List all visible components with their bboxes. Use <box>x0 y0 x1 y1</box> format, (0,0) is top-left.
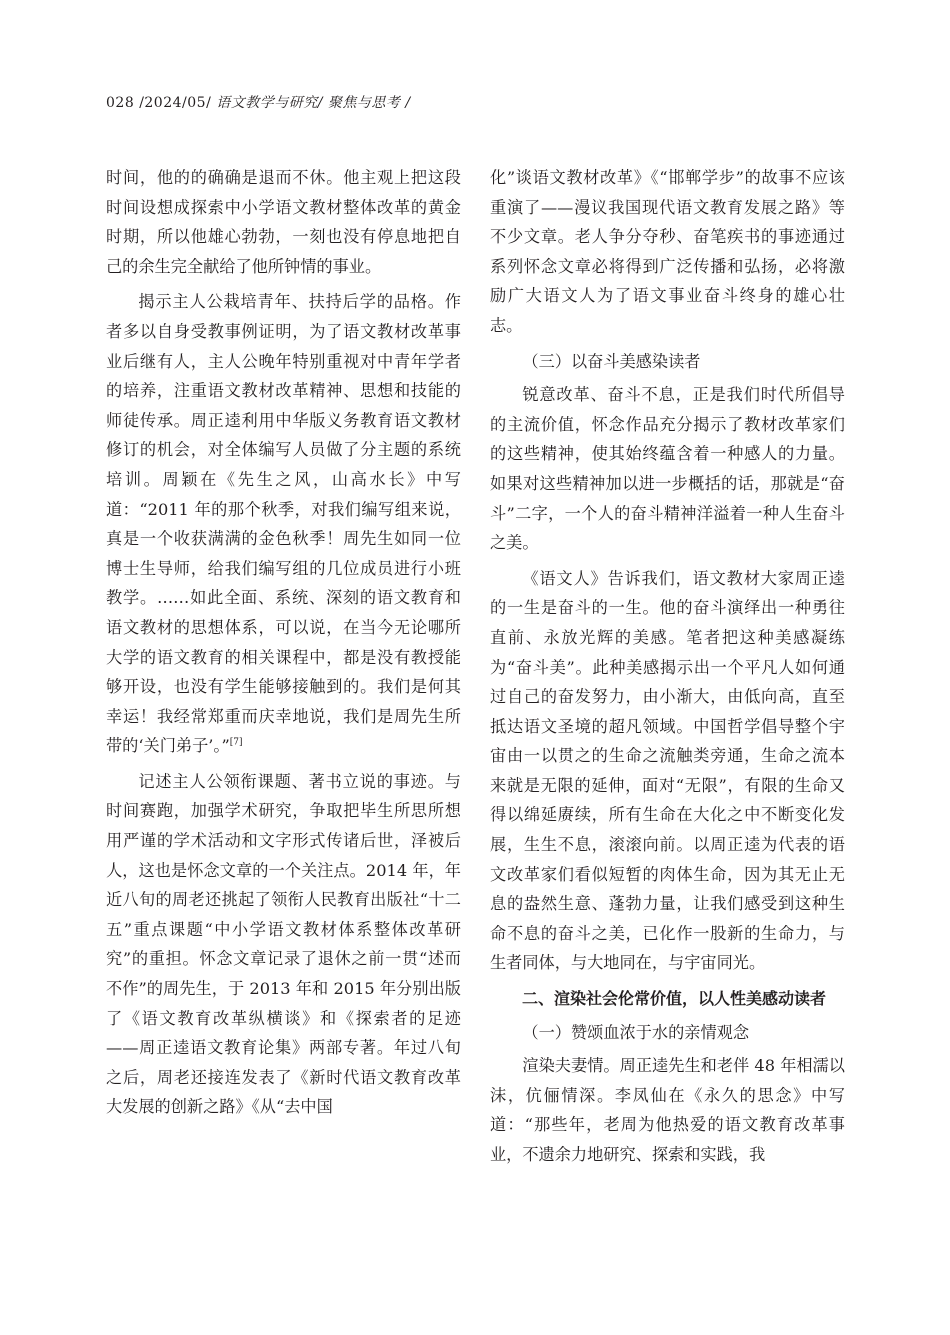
page-number: 028 <box>106 95 135 111</box>
section-heading: 二、渲染社会伦常价值，以人性美感动读者 <box>522 989 827 1009</box>
running-header <box>106 92 411 112</box>
paragraph: 化”谈语文教材改革》《“邯郸学步”的故事不应该重演了——漫议我国现代语文教育发展之路》等不少文章。老人争分夺秒、奋笔疾书的事迹通过系列怀念文章必将得到广泛传播和弘扬，必将激励广大语文人为了语文事业奋斗终身的雄心壮志。 <box>490 168 845 335</box>
subsection-title: （一）赞颂血浓于水的亲情观念 <box>522 1022 750 1042</box>
paragraph: 锐意改革、奋斗不息，正是我们时代所倡导的主流价值，怀念作品充分揭示了教材改革家们的这些精神，使其始终蕴含着一种感人的力量。如果对这些精神加以进一步概括的话，那就是“奋斗”二字，一个人的奋斗精神洋溢着一种人生奋斗之美。 <box>490 385 845 553</box>
citation-ref: [7] <box>229 737 243 748</box>
paragraph <box>106 287 461 761</box>
section-name: / 聚焦与思考 / <box>317 95 411 111</box>
issue-date: /2024/05/ <box>139 95 212 111</box>
paragraph: 时间，他的的确确是退而不休。他主观上把这段时间设想成探索中小学语文教材整体改革的黄金时期，所以他雄心勃勃，一刻也没有停息地把自己的余生完全献给了他所钟情的事业。 <box>106 168 461 276</box>
left-column <box>106 163 461 1128</box>
right-column <box>490 163 845 1176</box>
paragraph: 《语文人》告诉我们，语文教材大家周正逵的一生是奋斗的一生。他的奋斗演绎出一种勇往直前、永放光辉的美感。笔者把这种美感凝练为“奋斗美”。此种美感揭示出一个平凡人如何通过自己的奋发努力，由小渐大，由低向高，直至抵达语文圣境的超凡领域。中国哲学倡导整个宇宙由一以贯之的生命之流触类旁通，生命之流本来就是无限的延伸，面对“无限”，有限的生命又得以绵延赓续，所有生命在大化之中不断变化发展，生生不息，滚滚向前。以周正逵为代表的语文改革家们看似短暂的肉体生命，因为其无止无息的盎然生意、蓬勃力量，让我们感受到这种生命不息的奋斗之美，已化作一股新的生命力，与生者同体，与大地同在，与宇宙同光。 <box>490 568 845 973</box>
paragraph-text: 揭示主人公栽培青年、扶持后学的品格。作者多以自身受教事例证明，为了语文教材改革事业后继有人，主人公晚年特别重视对中青年学者的培养，注重语文教材改革精神、思想和技能的师徒传承。周正逵利用中华版义务教育语文教材修订的机会，对全体编写人员做了分主题的系统培训。周颖在《先生之风，山高水长》中写道：“2011 年的那个秋季，对我们编写组来说，真是一个收获满满的金色秋季！周先生如同一位博士生导师，给我们编写组的几位成员进行小班教学。……如此全面、系统、深刻的语文教育和语文教材的思想体系，可以说，在当今无论哪所大学的语文教育的相关课程中，都是没有教授能够开设，也没有学生能够接触到的。我们是何其幸运！我经常郑重而庆幸地说，我们是周先生所带的‘关门弟子’。” <box>106 292 461 756</box>
paragraph: 记述主人公领衔课题、著书立说的事迹。与时间赛跑，加强学术研究，争取把毕生所思所想用严谨的学术活动和文字形式传诸后世，泽被后人，这也是怀念文章的一个关注点。2014 年，年近八旬的周老还挑起了领衔人民教育出版社“十二五”重点课题“中小学语文教材体系整体改革研究”的重担。怀念文章记录了退休之前一贯“述而不作”的周先生，于 2013 年和 2015 年分别出版了《语文教育改革纵横谈》和《探索者的足迹——周正逵语文教育论集》两部专著。年过八旬之后，周老还接连发表了《新时代语文教育改革大发展的创新之路》《从“去中国 <box>106 771 461 1117</box>
paragraph: 渲染夫妻情。周正逵先生和老伴 48 年相濡以沫，伉俪情深。李凤仙在《永久的思念》中写道：“那些年，老周为他热爱的语文教育改革事业，不遗余力地研究、探索和实践，我 <box>490 1056 845 1164</box>
journal-name: 语文教学与研究 <box>216 95 318 111</box>
subsection-title: （三）以奋斗美感染读者 <box>522 351 701 371</box>
